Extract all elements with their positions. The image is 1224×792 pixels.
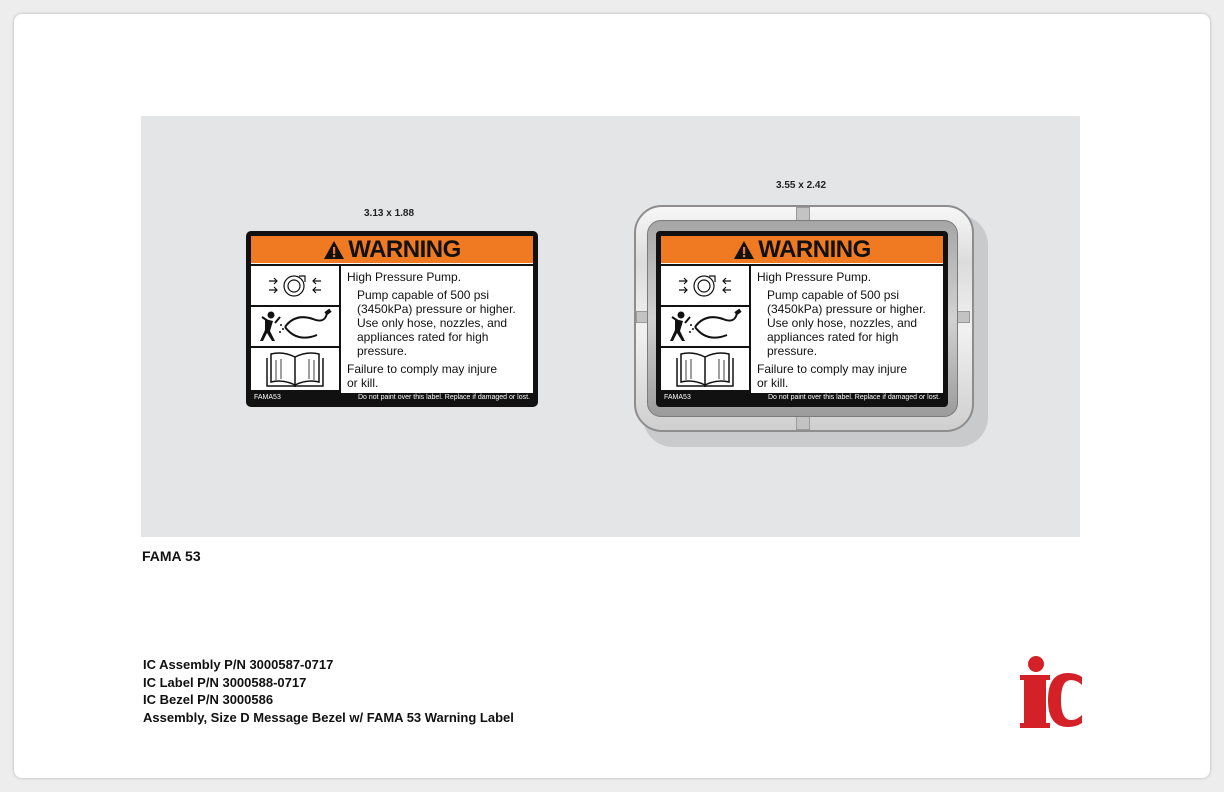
part-numbers [143, 656, 514, 726]
message-line: or kill. [757, 376, 789, 390]
bezel-label-size: 3.55 x 2.42 [776, 180, 827, 191]
label-code: FAMA53 [254, 394, 281, 401]
pump-pressure-icon [661, 266, 749, 305]
message-line: or kill. [347, 376, 379, 390]
message-line: High Pressure Pump. [757, 270, 872, 284]
label-footer-note: Do not paint over this label. Replace if damaged or lost. [358, 394, 530, 401]
bezel-warning-label [656, 231, 948, 407]
message-line: Failure to comply may injure [347, 362, 498, 376]
bezel-notch-right [956, 311, 970, 323]
label-footer-note: Do not paint over this label. Replace if damaged or lost. [768, 394, 940, 401]
small-warning-label [246, 231, 538, 407]
pump-pressure-icon [251, 266, 339, 305]
warning-header: WARNING [348, 235, 461, 263]
message-line: Use only hose, nozzles, and [767, 316, 918, 330]
message-line: Failure to comply may injure [757, 362, 908, 376]
label-part-number: IC Label P/N 3000588-0717 [143, 674, 307, 690]
manual-book-icon [251, 348, 339, 390]
warning-message [751, 266, 943, 393]
warning-triangle-icon [323, 240, 345, 260]
label-code: FAMA53 [664, 394, 691, 401]
assembly-description: Assembly, Size D Message Bezel w/ FAMA 53 Warning Label [143, 709, 514, 725]
message-line: appliances rated for high [767, 330, 899, 344]
assembly-part-number: IC Assembly P/N 3000587-0717 [143, 657, 334, 672]
bezel-notch-top [796, 207, 810, 221]
message-line: Pump capable of 500 psi [767, 288, 900, 302]
warning-banner [251, 236, 533, 264]
bezel-part-number: IC Bezel P/N 3000586 [143, 692, 274, 707]
hose-injury-icon [251, 307, 339, 346]
message-line: (3450kPa) pressure or higher. [767, 302, 926, 316]
warning-triangle-icon [733, 240, 755, 260]
ic-logo [1018, 655, 1084, 731]
warning-header: WARNING [758, 235, 871, 263]
bezel-notch-bottom [796, 416, 810, 430]
message-line: (3450kPa) pressure or higher. [357, 302, 516, 316]
message-line: Use only hose, nozzles, and [357, 316, 508, 330]
hose-injury-icon [661, 307, 749, 346]
message-line: pressure. [767, 344, 818, 358]
message-line: pressure. [357, 344, 408, 358]
warning-banner [661, 236, 943, 264]
message-line: appliances rated for high [357, 330, 489, 344]
product-name: FAMA 53 [142, 548, 201, 564]
message-line: High Pressure Pump. [347, 270, 462, 284]
manual-book-icon [661, 348, 749, 390]
warning-message [341, 266, 533, 393]
message-line: Pump capable of 500 psi [357, 288, 490, 302]
small-label-size: 3.13 x 1.88 [364, 208, 415, 219]
